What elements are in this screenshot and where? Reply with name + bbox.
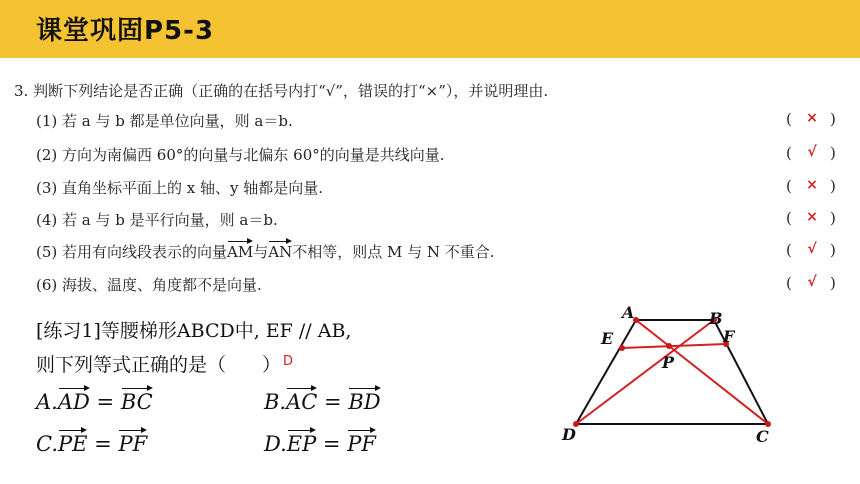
segment-ef <box>622 344 726 348</box>
option-rhs: PF <box>347 432 376 456</box>
paren-open: ( <box>786 241 792 259</box>
answer-check: √ <box>807 144 817 160</box>
equals-sign: = <box>94 432 112 456</box>
paren-open: ( <box>786 209 792 227</box>
diagonal-bd <box>576 320 714 424</box>
item-text-pre: 若用有向线段表示的向量 <box>62 243 228 261</box>
question-item-2 <box>36 144 445 165</box>
option-rhs: BC <box>120 390 153 414</box>
option-lhs: AD <box>57 390 90 414</box>
question-item-1 <box>36 110 293 131</box>
exercise-question-close: ） <box>262 354 282 376</box>
option-letter: D. <box>264 432 287 456</box>
paren-close: ) <box>830 241 836 259</box>
point-e <box>619 345 625 351</box>
item-number: (6) <box>36 276 58 294</box>
diagonal-ac <box>636 320 768 424</box>
item-text-mid: 与 <box>253 243 269 261</box>
option-rhs: BD <box>348 390 381 414</box>
option-lhs: PE <box>58 432 88 456</box>
option-rhs: PF <box>118 432 148 456</box>
paren-close: ) <box>830 274 836 292</box>
label-e: E <box>601 329 614 348</box>
answer-check: √ <box>807 274 817 290</box>
exercise-question-text: 则下列等式正确的是（ <box>36 354 227 376</box>
item-text: 方向为南偏西 60°的向量与北偏东 60°的向量是共线向量. <box>62 146 445 164</box>
exercise-prompt: [练习1]等腰梯形ABCD中, EF // AB, <box>36 320 352 342</box>
paren-close: ) <box>830 110 836 128</box>
page-title: 课堂巩固P5-3 <box>36 16 215 46</box>
equals-sign: = <box>324 390 342 414</box>
exercise-question <box>36 350 281 377</box>
answer-cross: × <box>806 209 818 225</box>
option-lhs: EP <box>286 432 317 456</box>
item-number: (1) <box>36 112 58 130</box>
option-b <box>264 388 381 414</box>
question-item-3 <box>36 177 323 198</box>
answer-cross: × <box>806 110 818 126</box>
trapezoid-figure <box>556 300 796 460</box>
label-f: F <box>723 327 735 346</box>
paren-open: ( <box>786 144 792 162</box>
label-a: A <box>622 303 635 322</box>
paren-open: ( <box>786 177 792 195</box>
item-number: (4) <box>36 211 58 229</box>
question-item-5 <box>36 241 495 262</box>
label-d: D <box>562 425 576 444</box>
answer-cross: × <box>806 177 818 193</box>
option-c <box>36 430 147 456</box>
paren-close: ) <box>830 144 836 162</box>
exercise-answer: D <box>283 354 294 369</box>
paren-open: ( <box>786 110 792 128</box>
paren-close: ) <box>830 209 836 227</box>
answer-check: √ <box>807 241 817 257</box>
option-d <box>264 430 376 456</box>
item-text-post: 不相等，则点 M 与 N 不重合. <box>292 243 495 261</box>
question-item-6 <box>36 274 262 295</box>
vector-an: AN <box>268 243 293 261</box>
label-c: C <box>756 427 769 446</box>
item-number: (3) <box>36 179 58 197</box>
vector-am: AM <box>227 243 254 261</box>
item-text: 若 a 与 b 都是单位向量，则 a＝b. <box>62 112 293 130</box>
header-banner <box>0 0 860 58</box>
item-number: (2) <box>36 146 58 164</box>
option-letter: B. <box>264 390 287 414</box>
item-text: 若 a 与 b 是平行向量，则 a＝b. <box>62 211 278 229</box>
option-letter: C. <box>36 432 58 456</box>
paren-close: ) <box>830 177 836 195</box>
label-p: P <box>662 353 675 372</box>
option-a <box>36 388 153 414</box>
option-lhs: AC <box>286 390 318 414</box>
question-item-4 <box>36 209 278 230</box>
option-letter: A. <box>36 390 58 414</box>
equals-sign: = <box>96 390 115 414</box>
point-p <box>666 343 672 349</box>
item-text: 直角坐标平面上的 x 轴、y 轴都是向量. <box>62 179 324 197</box>
paren-open: ( <box>786 274 792 292</box>
equals-sign: = <box>322 432 341 456</box>
item-text: 海拔、温度、角度都不是向量. <box>62 276 262 294</box>
item-number: (5) <box>36 243 58 261</box>
label-b: B <box>709 309 723 328</box>
question-stem: 3. 判断下列结论是否正确（正确的在括号内打“√”，错误的打“×”），并说明理由. <box>14 82 549 100</box>
